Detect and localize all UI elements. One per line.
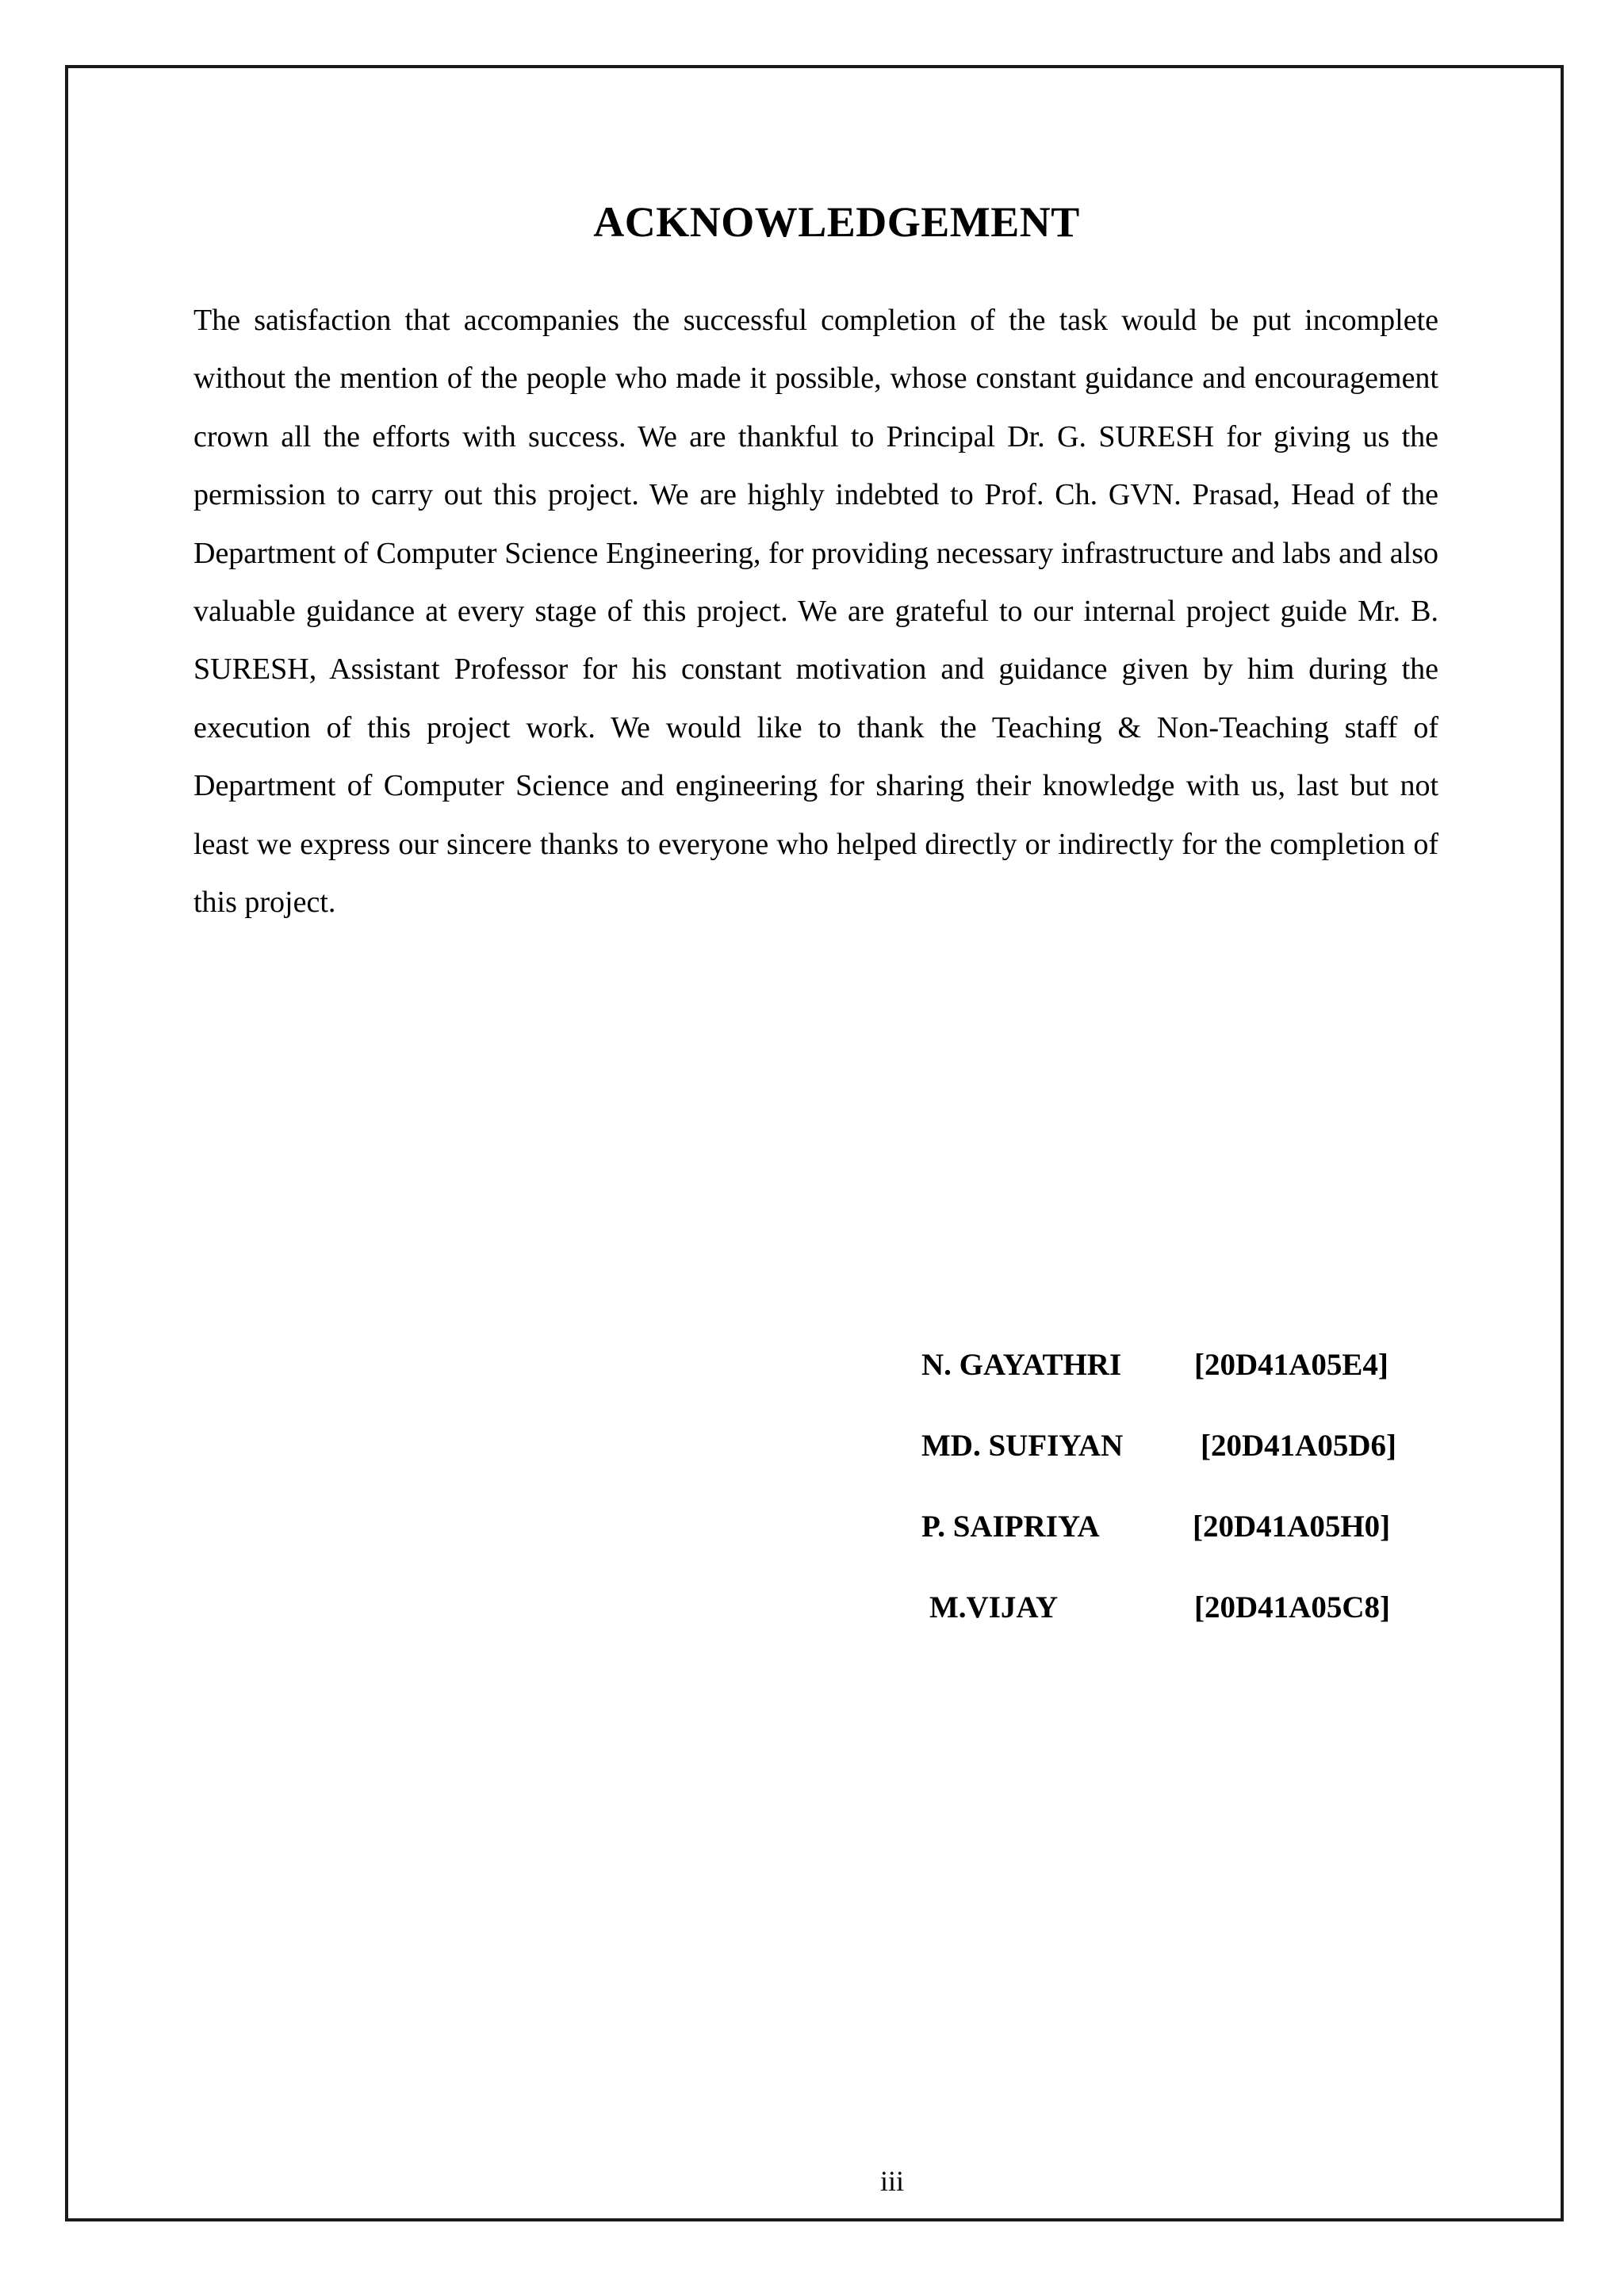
signatory-roll-number: [20D41A05H0] <box>1193 1510 1391 1544</box>
signatory-row <box>921 1502 1477 1582</box>
acknowledgement-paragraph: The satisfaction that accompanies the successful completion of the task would be put incomplete without the mention of the people who made it possible, whose constant guidance and encouragement crown all the efforts with success. We are thankful to Principal Dr. G. SURESH for giving us the permission to carry out this project. We are highly indebted to Prof. Ch. GVN. Prasad, Head of the Department of Computer Science Engineering, for providing necessary infrastructure and labs and also valuable guidance at every stage of this project. We are grateful to our internal project guide Mr. B. SURESH, Assistant Professor for his constant motivation and guidance given by him during the execution of this project work. We would like to thank the Teaching & Non-Teaching staff of Department of Computer Science and engineering for sharing their knowledge with us, last but not least we express our sincere thanks to everyone who helped directly or indirectly for the completion of this project. <box>193 304 1438 920</box>
signatory-roll-number: [20D41A05D6] <box>1201 1429 1396 1463</box>
signatory-name: M.VIJAY <box>929 1590 1059 1624</box>
signatory-row <box>921 1421 1477 1502</box>
signatory-name: MD. SUFIYAN <box>921 1429 1124 1463</box>
signatory-name: P. SAIPRIYA <box>921 1510 1100 1544</box>
signatory-name: N. GAYATHRI <box>921 1348 1122 1382</box>
signatory-row <box>921 1582 1477 1663</box>
signatory-list <box>921 1340 1477 1663</box>
page-number: iii <box>879 2165 904 2197</box>
signatory-row <box>921 1340 1477 1421</box>
signatory-roll-number: [20D41A05E4] <box>1194 1348 1388 1382</box>
page-title: ACKNOWLEDGEMENT <box>593 198 1080 246</box>
signatory-roll-number: [20D41A05C8] <box>1194 1590 1390 1624</box>
